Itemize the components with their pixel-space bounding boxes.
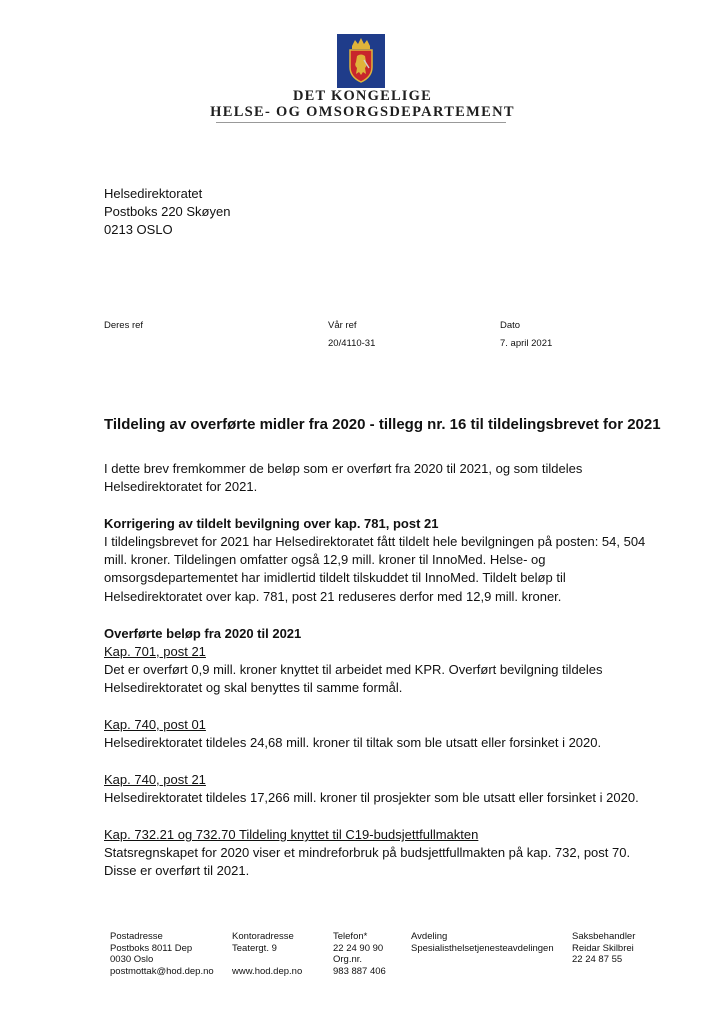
- footer-office-label: Kontoradresse: [232, 931, 294, 942]
- coat-of-arms-logo: [337, 34, 385, 88]
- footer-postal-label: Postadresse: [110, 931, 163, 942]
- footer-orgnr-label: Org.nr.: [333, 954, 363, 965]
- footer-case-officer-label: Saksbehandler: [572, 931, 636, 942]
- kap701-heading: Kap. 701, post 21: [104, 644, 206, 659]
- footer-case-officer-phone: 22 24 87 55: [572, 954, 623, 965]
- footer-office-blank: [232, 954, 302, 966]
- footer-office-street: Teatergt. 9: [232, 942, 277, 954]
- footer-postal-city: 0030 Oslo: [110, 954, 154, 965]
- footer-phone-number: 22 24 90 90: [333, 942, 384, 954]
- footer-department: [411, 931, 554, 954]
- date-label: Dato: [500, 320, 521, 331]
- recipient-street: Postboks 220 Skøyen: [104, 204, 231, 219]
- kap740-01-heading: Kap. 740, post 01: [104, 717, 206, 732]
- korrigering-heading: Korrigering av tildelt bevilgning over kap. 781, post 21: [104, 516, 439, 531]
- footer-website: www.hod.dep.no: [232, 965, 303, 977]
- footer-case-officer-name: Reidar Skilbrei: [572, 942, 634, 954]
- recipient-postal: 0213 OSLO: [104, 222, 173, 237]
- footer-department-value: Spesialisthelsetjenesteavdelingen: [411, 942, 554, 954]
- header-divider: [216, 122, 506, 123]
- footer-case-officer: [572, 931, 635, 966]
- intro-paragraph: I dette brev fremkommer de beløp som er overført fra 2020 til 2021, og som tildeles Helsedirektoratet for 2021.: [104, 461, 583, 495]
- recipient-address: [104, 185, 230, 239]
- footer-postal-box: Postboks 8011 Dep: [110, 942, 193, 954]
- letter-title: Tildeling av overførte midler fra 2020 - tillegg nr. 16 til tildelingsbrevet for 2021: [104, 416, 661, 433]
- footer-postal: [110, 931, 214, 977]
- var-ref-label: Vår ref: [328, 320, 357, 331]
- footer-orgnr-value: 983 887 406: [333, 965, 386, 977]
- kap732-paragraph: Statsregnskapet for 2020 viser et mindreforbruk på budsjettfullmakten på kap. 732, post 70. Disse er overført til 2021.: [104, 845, 631, 879]
- footer-phone: [333, 931, 386, 977]
- kap740-01-paragraph: Helsedirektoratet tildeles 24,68 mill. kroner til tiltak som ble utsatt eller forsinket i 2020.: [104, 735, 602, 750]
- footer-office: [232, 931, 302, 977]
- korrigering-paragraph: I tildelingsbrevet for 2021 har Helsedirektoratet fått tildelt hele bevilgningen på posten: 54, 504 mill. kroner. Tildelingen omfatter også 12,9 mill. kroner til InnoMed. Helse- og omsorgsdepartementet har imidlertid tildelt tilskuddet til InnoMed. Tildelt beløp til Helsedirektoratet over kap. 781, post 21 reduseres derfor med 12,9 mill. kroner.: [104, 534, 646, 604]
- recipient-name: Helsedirektoratet: [104, 186, 203, 201]
- var-ref-value: 20/4110-31: [328, 338, 376, 349]
- kap701-paragraph: Det er overført 0,9 mill. kroner knyttet til arbeidet med KPR. Overført bevilgning tildeles Helsedirektoratet og skal benyttes til samme formål.: [104, 662, 603, 696]
- deres-ref-label: Deres ref: [104, 320, 144, 331]
- footer-department-label: Avdeling: [411, 931, 448, 942]
- footer-email: postmottak@hod.dep.no: [110, 965, 214, 977]
- kap740-21-paragraph: Helsedirektoratet tildeles 17,266 mill. kroner til prosjekter som ble utsatt eller forsinket i 2020.: [104, 790, 639, 805]
- kap732-heading: Kap. 732.21 og 732.70 Tildeling knyttet til C19-budsjettfullmakten: [104, 827, 479, 842]
- department-name-line1: DET KONGELIGE: [292, 88, 433, 104]
- kap740-21-heading: Kap. 740, post 21: [104, 772, 206, 787]
- department-name-line2: HELSE- OG OMSORGSDEPARTEMENT: [210, 104, 515, 120]
- overforte-heading: Overførte beløp fra 2020 til 2021: [104, 626, 302, 641]
- footer-phone-label: Telefon*: [333, 931, 368, 942]
- date-value: 7. april 2021: [500, 338, 553, 349]
